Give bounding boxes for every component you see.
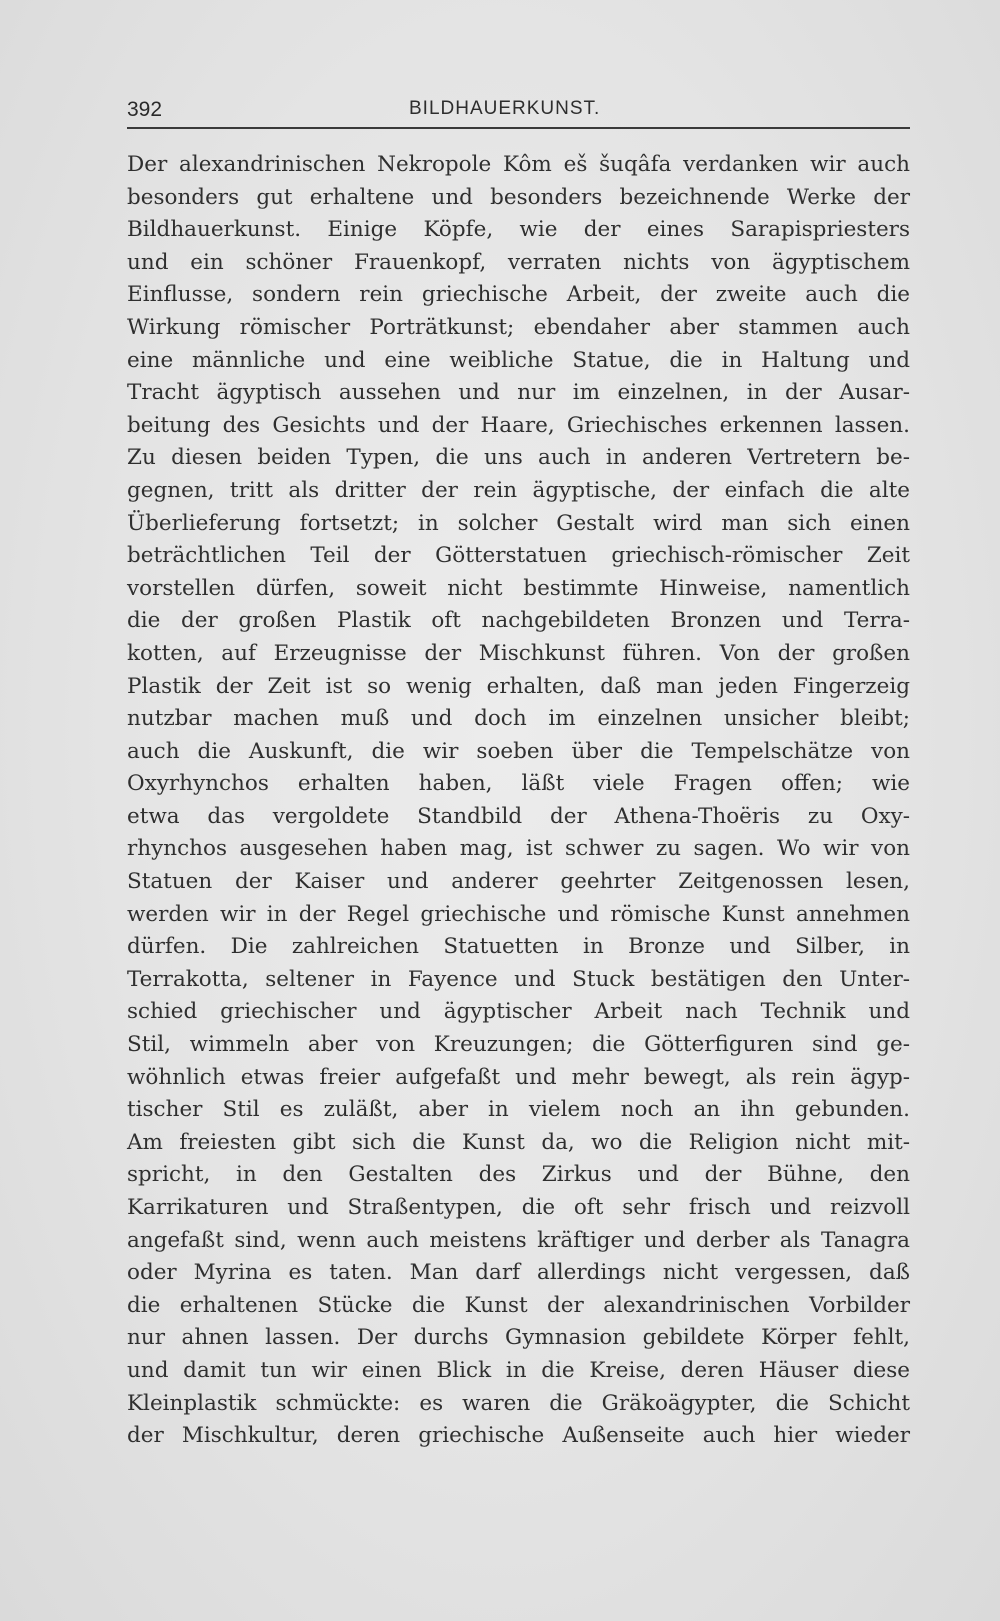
text-line: beträchtlichen Teil der Götterstatuen griechisch-römischer Zeit	[127, 543, 910, 569]
text-line: auch die Auskunft, die wir soeben über die Tempelschätze von	[127, 738, 910, 764]
text-line: wöhnlich etwas freier aufgefaßt und mehr bewegt, als rein ägyp-	[127, 1064, 910, 1090]
text-line: werden wir in der Regel griechische und römische Kunst annehmen	[127, 901, 910, 927]
text-line: Stil, wimmeln aber von Kreuzungen; die Götterfiguren sind ge-	[127, 1032, 910, 1058]
text-line: Statuen der Kaiser und anderer geehrter Zeitgenossen lesen,	[127, 869, 910, 895]
text-line: dürfen. Die zahlreichen Statuetten in Bronze und Silber, in	[127, 934, 910, 960]
text-line: gegnen, tritt als dritter der rein ägyptische, der einfach die alte	[127, 477, 910, 503]
text-line: Am freiesten gibt sich die Kunst da, wo die Religion nicht mit-	[127, 1129, 910, 1155]
text-line: Wirkung römischer Porträtkunst; ebendaher aber stammen auch	[127, 314, 910, 340]
text-line: nutzbar machen muß und doch im einzelnen unsicher bleibt;	[127, 706, 910, 732]
text-line: Einflusse, sondern rein griechische Arbeit, der zweite auch die	[127, 282, 910, 308]
text-line: etwa das vergoldete Standbild der Athena-Thoëris zu Oxy-	[127, 803, 910, 829]
text-line: die erhaltenen Stücke die Kunst der alexandrinischen Vorbilder	[127, 1292, 910, 1318]
text-line: die der großen Plastik oft nachgebildeten Bronzen und Terra-	[127, 608, 910, 634]
text-line: Überlieferung fortsetzt; in solcher Gestalt wird man sich einen	[127, 510, 910, 536]
body-text	[127, 149, 910, 1453]
running-title: BILDHAUERKUNST.	[409, 98, 601, 119]
text-line: Plastik der Zeit ist so wenig erhalten, daß man jeden Fingerzeig	[127, 673, 910, 699]
text-line: rhynchos ausgesehen haben mag, ist schwer zu sagen. Wo wir von	[127, 836, 910, 862]
page-header	[127, 98, 910, 128]
text-line: schied griechischer und ägyptischer Arbeit nach Technik und	[127, 999, 910, 1025]
header-rule	[127, 127, 910, 129]
text-line: beitung des Gesichts und der Haare, Griechisches erkennen lassen.	[127, 412, 910, 438]
text-line: vorstellen dürfen, soweit nicht bestimmte Hinweise, namentlich	[127, 575, 910, 601]
text-line: und ein schöner Frauenkopf, verraten nichts von ägyptischem	[127, 249, 910, 275]
text-line: Tracht ägyptisch aussehen und nur im einzelnen, in der Ausar-	[127, 380, 910, 406]
text-line: und damit tun wir einen Blick in die Kreise, deren Häuser diese	[127, 1357, 910, 1383]
text-line: eine männliche und eine weibliche Statue, die in Haltung und	[127, 347, 910, 373]
text-line: Kleinplastik schmückte: es waren die Gräkoägypter, die Schicht	[127, 1390, 910, 1416]
text-line: besonders gut erhaltene und besonders bezeichnende Werke der	[127, 184, 910, 210]
text-line: der Mischkultur, deren griechische Außenseite auch hier wieder	[127, 1423, 910, 1449]
text-line: Terrakotta, seltener in Fayence und Stuck bestätigen den Unter-	[127, 966, 910, 992]
text-line: nur ahnen lassen. Der durchs Gymnasion gebildete Körper fehlt,	[127, 1325, 910, 1351]
text-line: angefaßt sind, wenn auch meistens kräftiger und derber als Tanagra	[127, 1227, 910, 1253]
page-number: 392	[127, 98, 163, 121]
text-line: Zu diesen beiden Typen, die uns auch in anderen Vertretern be-	[127, 445, 910, 471]
text-line: Karrikaturen und Straßentypen, die oft sehr frisch und reizvoll	[127, 1195, 910, 1220]
text-line: oder Myrina es taten. Man darf allerdings nicht vergessen, daß	[127, 1260, 910, 1286]
text-line: kotten, auf Erzeugnisse der Mischkunst führen. Von der großen	[127, 640, 910, 666]
text-line: spricht, in den Gestalten des Zirkus und der Bühne, den	[127, 1162, 910, 1188]
text-line: Der alexandrinischen Nekropole Kôm eš šuqâfa verdanken wir auch	[127, 152, 910, 177]
text-line: tischer Stil es zuläßt, aber in vielem noch an ihn gebunden.	[127, 1097, 910, 1123]
text-line: Oxyrhynchos erhalten haben, läßt viele Fragen offen; wie	[127, 771, 910, 797]
text-line: Bildhauerkunst. Einige Köpfe, wie der eines Sarapispriesters	[127, 217, 910, 243]
